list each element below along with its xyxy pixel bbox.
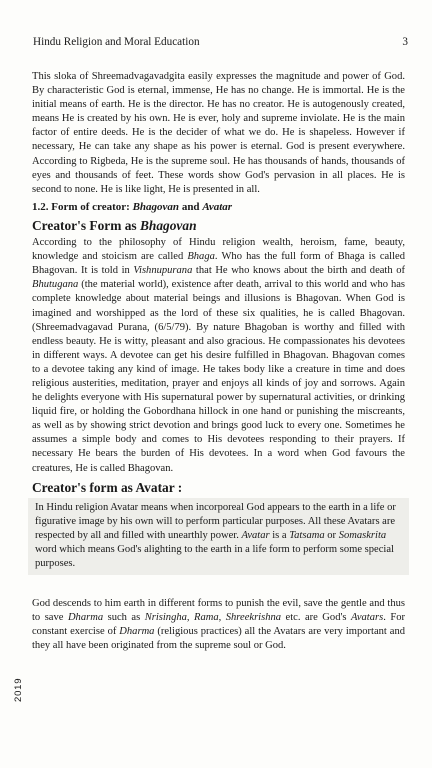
book-title: Hindu Religion and Moral Education xyxy=(33,36,200,48)
section-heading: 1.2. Form of creator: Bhagovan and Avatar xyxy=(32,200,233,213)
avatar-paragraph: In Hindu religion Avatar means when incorporeal God appears to the earth in a life or figurative image by his own will to perform particular purposes. All these Avatars are respected by all and filled with unearthly power. Avatar is a Tatsama or Somaskrita word which means God's alighting to the earth in a life form to perform some special purposes. xyxy=(35,501,396,570)
page-body xyxy=(32,70,405,654)
avatar-definition-box xyxy=(28,498,409,575)
running-header xyxy=(33,36,408,50)
page-number: 3 xyxy=(402,36,408,48)
intro-paragraph: This sloka of Shreemadvagavadgita easily expresses the magnitude and power of God. By characteristic God is eternal, immense, He has no change. He is immortal. He is the initial means of earth. He is the director. He has no creator. He is autogenously created, means He is created by his own. He is ever, holy and supreme inviolate. He is the main factor of entire deeds. He is the decider of what we do. He is shapeless. However if necessary, He can take any shape as his power is eternal. God is present everywhere. According to Rigbeda, He is the supreme soul. He has thousands of hands, thousands of eyes and thousands of feet. These words show God's pervasion in all places. He is second to none. He is like light, He is presented in all. xyxy=(32,71,405,195)
closing-paragraph: God descends to him earth in different forms to punish the evil, save the gentle and thus to save Dharma such as Nrisingha, Rama, Shreekrishna etc. are God's Avatars. For constant exercise of Dharma (religious practices) all the Avatars are very important and they all have been originated from the supreme soul or God. xyxy=(32,598,406,652)
bhagovan-paragraph: According to the philosophy of Hindu religion wealth, heroism, fame, beauty, knowledge and stoicism are called Bhaga. Who has the full form of Bhaga is called Bhagovan. It is told in Vishnupurana that He who knows about the birth and death of Bhutugana (the material world), existence after death, arrival to this world and who has complete knowledge about material beings and illusions is Bhagovan. When God is imagined and worshipped as the lord of these six qualities, he is called Bhagovan. (Shreemadvagavad Purana, (6/5/79). By nature Bhagoban is worthy and filled with endless beauty. He is witty, pleasant and also gracious. He compassionates his devotees in different ways. A devotee can get his desire fulfilled in Bhagovan. Bhagovan comes to a devotee taking any kind of image. He takes body like a creature in time and does religious austerities, meditation, prayer and enjoys all kinds of joy and sorrows. Again he delights everyone with His supernatural power by supernatural activities, or drinking liquid fire, or holding the Gobordhana hillock in one hand or punishing the miscreants, as well as by showing strict devotion and brings good luck to every one. Sometimes he assumes a simple body and comes to His devotees responding to their prayers. If necessary He bears the burden of His devotees. In a word when God favours the creatures, He is called Bhagovan. xyxy=(32,237,405,474)
margin-year: 2019 xyxy=(13,677,24,702)
avatar-heading: Creator's form as Avatar : xyxy=(32,479,183,495)
bhagovan-heading: Creator's Form as Bhagovan xyxy=(32,217,197,233)
